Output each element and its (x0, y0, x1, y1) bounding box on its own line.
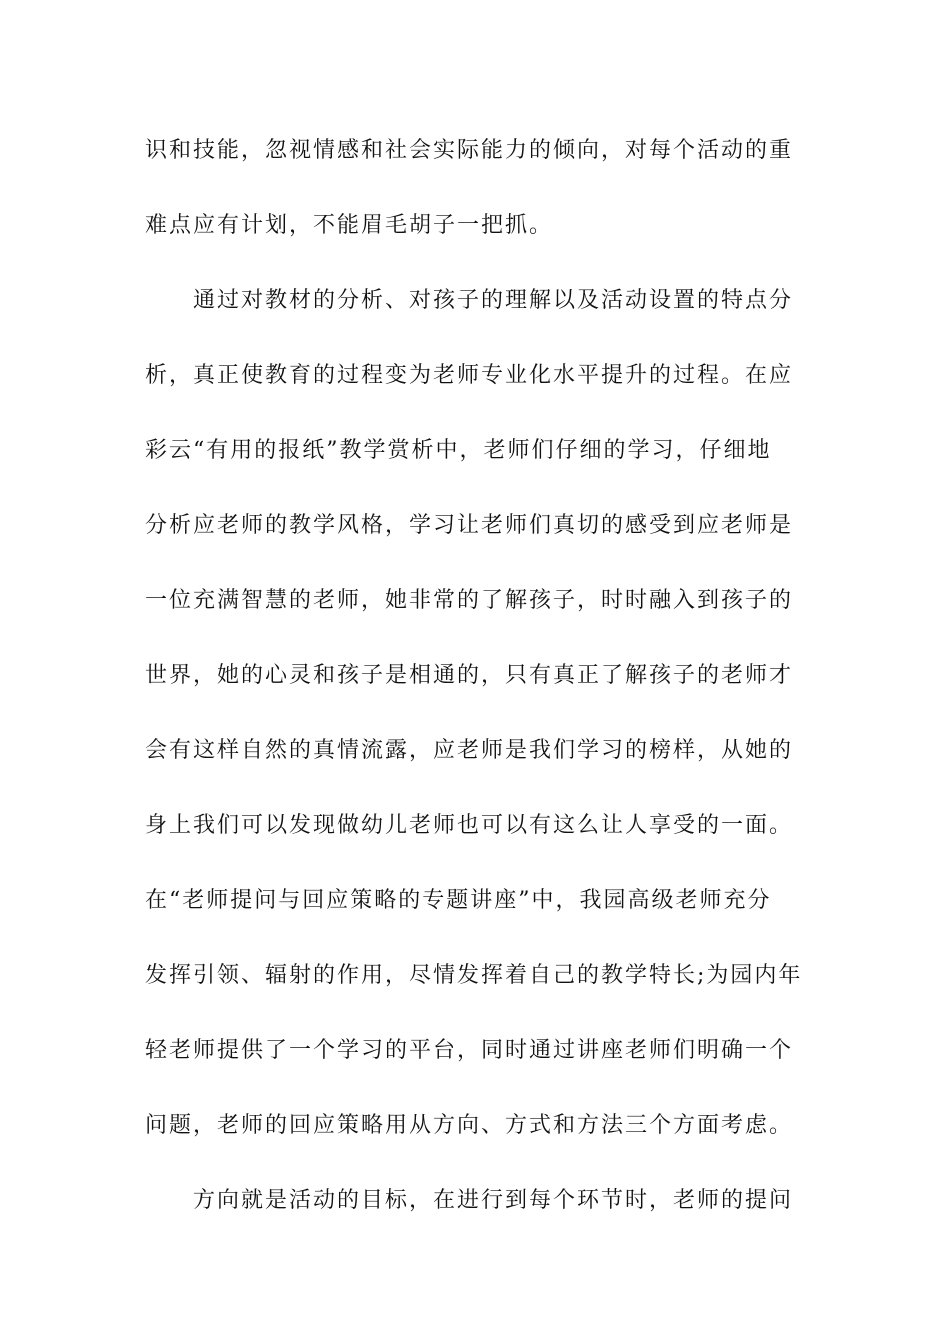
text-line: 发挥引领、辐射的作用，尽情发挥着自己的教学特长;为园内年 (145, 963, 803, 988)
paragraph-start-line: 方向就是活动的目标，在进行到每个环节时，老师的提问 (193, 1188, 794, 1213)
text-line: 难点应有计划，不能眉毛胡子一把抓。 (145, 213, 554, 238)
text-line: 一位充满智慧的老师，她非常的了解孩子，时时融入到孩子的 (145, 588, 794, 613)
text-line: 分析应老师的教学风格，学习让老师们真切的感受到应老师是 (145, 513, 794, 538)
text-line: 彩云“有用的报纸”教学赏析中，老师们仔细的学习，仔细地 (145, 438, 772, 463)
text-line: 识和技能，忽视情感和社会实际能力的倾向，对每个活动的重 (145, 138, 794, 163)
paragraph-start-line: 通过对教材的分析、对孩子的理解以及活动设置的特点分 (193, 288, 794, 313)
text-line: 身上我们可以发现做幼儿老师也可以有这么让人享受的一面。 (145, 813, 794, 838)
text-line: 析，真正使教育的过程变为老师专业化水平提升的过程。在应 (145, 363, 794, 388)
text-line: 轻老师提供了一个学习的平台，同时通过讲座老师们明确一个 (145, 1038, 794, 1063)
text-line: 在“老师提问与回应策略的专题讲座”中，我园高级老师充分 (145, 888, 772, 913)
text-line: 问题，老师的回应策略用从方向、方式和方法三个方面考虑。 (145, 1113, 794, 1138)
text-line: 会有这样自然的真情流露，应老师是我们学习的榜样，从她的 (145, 738, 794, 763)
text-line: 世界，她的心灵和孩子是相通的，只有真正了解孩子的老师才 (145, 663, 794, 688)
